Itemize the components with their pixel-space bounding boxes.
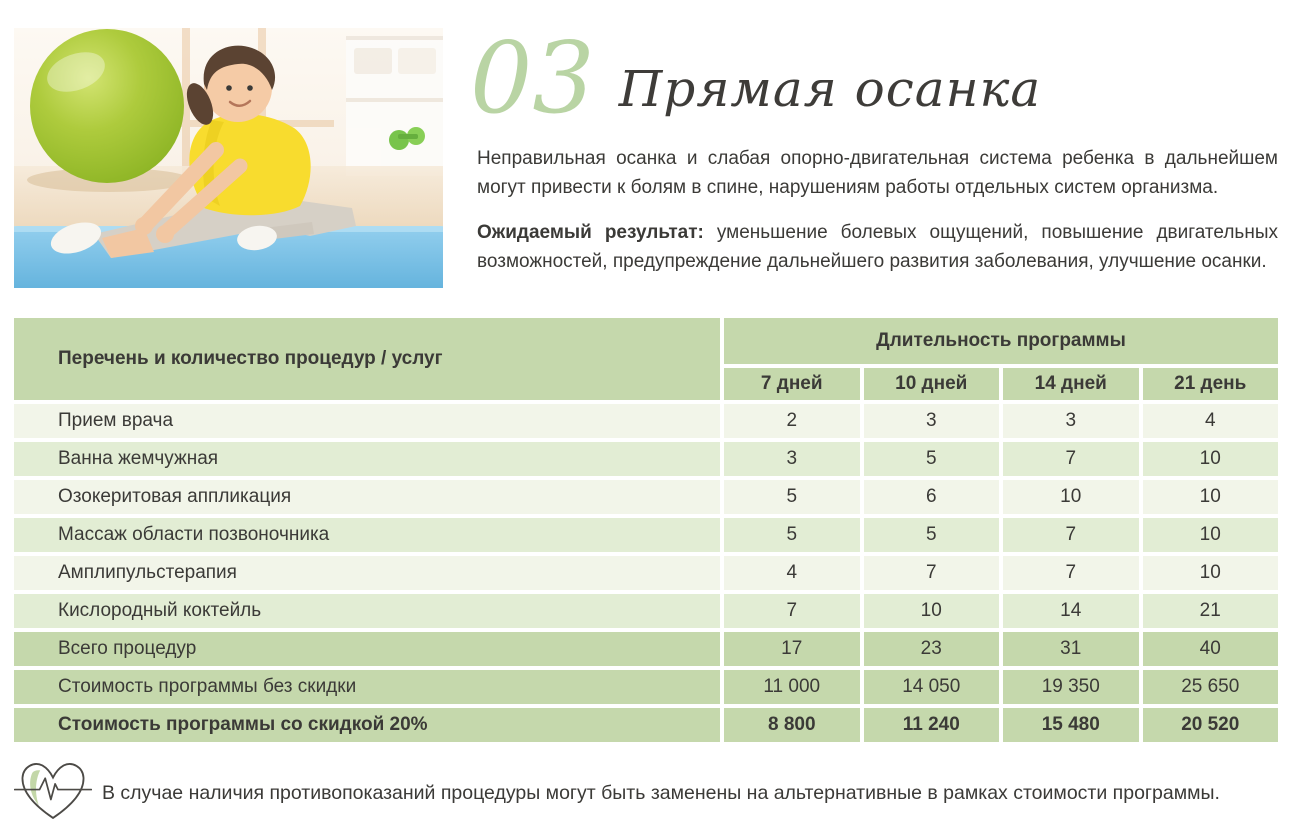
page-title: Прямая осанка — [618, 60, 1042, 118]
heading — [470, 22, 1042, 142]
row-value: 21 — [1143, 594, 1279, 628]
row-value: 19 350 — [1003, 670, 1139, 704]
row-value: 5 — [724, 518, 860, 552]
row-value: 11 000 — [724, 670, 860, 704]
row-value: 10 — [1003, 480, 1139, 514]
row-value: 14 — [1003, 594, 1139, 628]
row-value: 5 — [864, 442, 1000, 476]
row-value: 5 — [724, 480, 860, 514]
row-value: 31 — [1003, 632, 1139, 666]
price-table — [14, 318, 1278, 742]
row-value: 7 — [1003, 556, 1139, 590]
row-value: 7 — [1003, 442, 1139, 476]
row-label: Стоимость программы без скидки — [14, 670, 720, 704]
column-header-10-days: 10 дней — [864, 368, 1000, 400]
row-value: 17 — [724, 632, 860, 666]
row-label: Стоимость программы со скидкой 20% — [14, 708, 720, 742]
row-value: 6 — [864, 480, 1000, 514]
column-header-services: Перечень и количество процедур / услуг — [14, 318, 720, 400]
row-value: 4 — [724, 556, 860, 590]
table-row — [14, 518, 1278, 552]
row-label: Прием врача — [14, 404, 720, 438]
row-label: Кислородный коктейль — [14, 594, 720, 628]
footnote — [14, 752, 1284, 830]
row-value: 11 240 — [864, 708, 1000, 742]
row-label: Озокеритовая аппликация — [14, 480, 720, 514]
row-value: 10 — [864, 594, 1000, 628]
column-group-header-duration: Длительность программы — [724, 318, 1278, 364]
row-value: 7 — [1003, 518, 1139, 552]
row-value: 20 520 — [1143, 708, 1279, 742]
table-row — [14, 404, 1278, 438]
footnote-text: В случае наличия противопоказаний процедуры могут быть заменены на альтернативные в рамках стоимости программы. — [102, 781, 1220, 804]
table-row — [14, 442, 1278, 476]
row-value: 15 480 — [1003, 708, 1139, 742]
intro-paragraph: Неправильная осанка и слабая опорно-двигательная система ребенка в дальнейшем могут привести к болям в спине, нарушениям работы отдельных систем организма. — [477, 148, 1278, 198]
table-row-price-full — [14, 670, 1278, 704]
row-value: 10 — [1143, 480, 1279, 514]
column-header-14-days: 14 дней — [1003, 368, 1139, 400]
table-row-total-procedures — [14, 632, 1278, 666]
row-value: 40 — [1143, 632, 1279, 666]
program-number: 03 — [470, 22, 595, 136]
row-label: Ванна жемчужная — [14, 442, 720, 476]
row-label: Амплипульстерапия — [14, 556, 720, 590]
column-header-7-days: 7 дней — [724, 368, 860, 400]
row-value: 25 650 — [1143, 670, 1279, 704]
row-value: 3 — [724, 442, 860, 476]
row-value: 2 — [724, 404, 860, 438]
row-value: 3 — [1003, 404, 1139, 438]
row-value: 7 — [724, 594, 860, 628]
table-header — [14, 318, 1278, 400]
row-value: 10 — [1143, 442, 1279, 476]
child-stretching-illustration — [14, 28, 443, 288]
row-value: 10 — [1143, 518, 1279, 552]
table-row — [14, 594, 1278, 628]
row-label: Всего процедур — [14, 632, 720, 666]
row-value: 4 — [1143, 404, 1279, 438]
row-value: 5 — [864, 518, 1000, 552]
table-row-price-discounted — [14, 708, 1278, 742]
row-value: 8 800 — [724, 708, 860, 742]
table-row — [14, 480, 1278, 514]
heart-pulse-icon — [14, 752, 92, 830]
expected-result-label: Ожидаемый результат: — [477, 222, 704, 243]
row-value: 23 — [864, 632, 1000, 666]
table-row — [14, 556, 1278, 590]
column-header-21-days: 21 день — [1143, 368, 1279, 400]
row-value: 10 — [1143, 556, 1279, 590]
expected-result-text: уменьшение болевых ощущений, повышение двигательных возможностей, предупреждение дальнейшего развития заболевания, улучшение осанки. — [477, 222, 1278, 272]
row-value: 3 — [864, 404, 1000, 438]
expected-result-paragraph — [477, 218, 1278, 276]
row-value: 7 — [864, 556, 1000, 590]
row-value: 14 050 — [864, 670, 1000, 704]
row-label: Массаж области позвоночника — [14, 518, 720, 552]
child-stretching-photo — [14, 28, 443, 288]
